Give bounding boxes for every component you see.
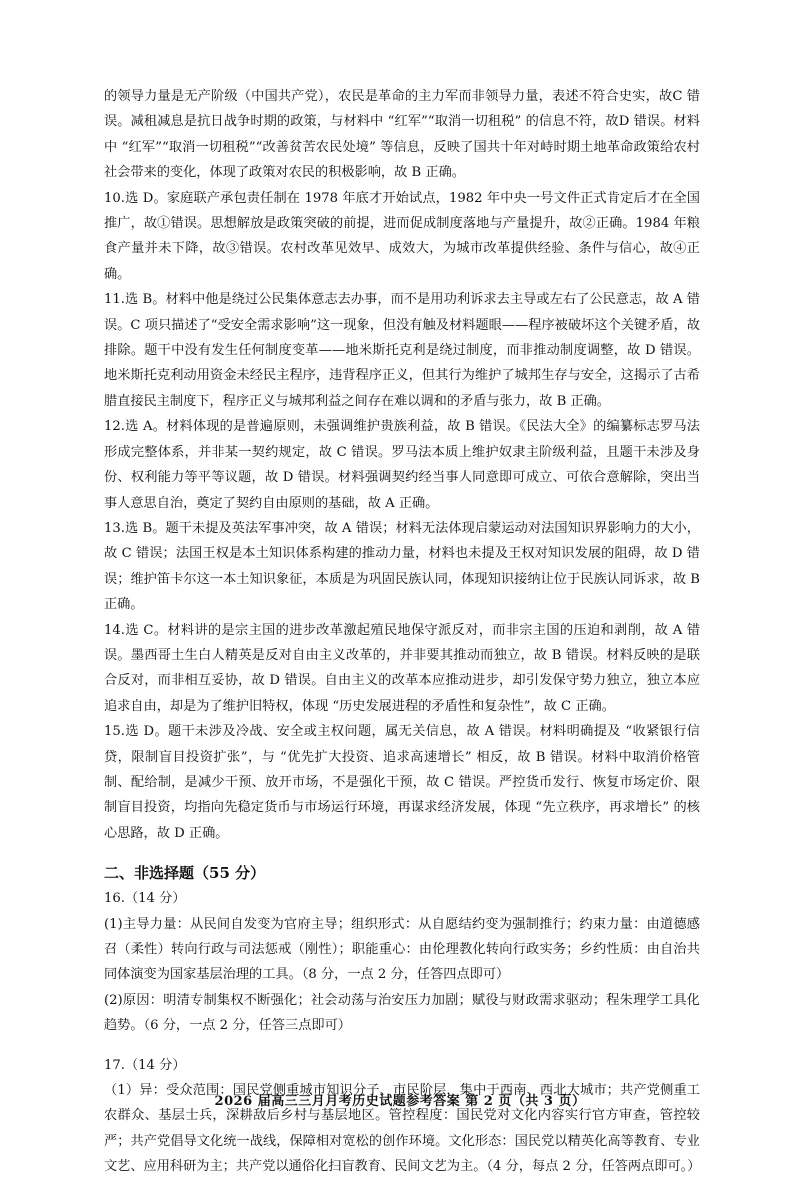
section-heading: 二、非选择题（55 分） bbox=[104, 864, 266, 883]
question-17-part-1: （1）异：受众范围：国民党侧重城市知识分子、市民阶层，集中于西南、西北大城市；共产党侧重工农群众、基层士兵，深耕敌后乡村与基层地区。管控程度：国民党对文化内容实行官方审查，管控较严；共产党倡导文化统一战线，保障相对宽松的创作环境。文化形态：国民党以精英化高等教育、专业文艺、应用科研为主；共产党以通俗化扫盲教育、民间文艺为主。（4 分，每点 2 分，任答两点即可。） bbox=[104, 1083, 701, 1175]
spacer bbox=[104, 1039, 700, 1053]
question-16-label: 16.（14 分） bbox=[104, 891, 186, 907]
answer-14: 14.选 C。材料讲的是宗主国的进步改革激起殖民地保守派反对，而非宗主国的压迫和剥削，故 A 错误。墨西哥土生白人精英是反对自由主义改革的，并非要其推动而独立，故 B 错误。材料反映的是联合反对，而非相互妥协，故 D 错误。自由主义的改革本应推动进步，却引发保守势力独立，独立本应追求自由，却是为了维护旧特权，体现 “历史发展进程的矛盾性和复杂性”，故 C 正确。 bbox=[104, 622, 700, 714]
answer-13: 13.选 B。题干未提及英法军事冲突，故 A 错误；材料无法体现启蒙运动对法国知识界影响力的大小，故 C 错误；法国王权是本土知识体系构建的推动力量，材料也未提及王权对知识发展的阻碍，故 D 错误；维护笛卡尔这一本土知识象征，本质是为巩固民族认同，体现知识接纳让位于民族认同诉求，故 B 正确。 bbox=[104, 520, 700, 613]
page-footer: 2026 届高三三月月考历史试题参考答案 第 2 页（共 3 页） bbox=[214, 1094, 586, 1109]
answer-11: 11.选 B。材料中他是绕过公民集体意志去办事，而不是用功利诉求去主导或左右了公民意志，故 A 错误。C 项只描述了“受安全需求影响”这一现象，但没有触及材料题眼——程序被破坏这个关键矛盾，故排除。题干中没有发生任何制度变革——地米斯托克利是绕过制度，而非推动制度调整，故 D 错误。地米斯托克利动用资金未经民主程序，违背程序正义，但其行为维护了城邦生存与安全，这揭示了古希腊直接民主制度下，程序正义与城邦利益之间存在难以调和的矛盾与张力，故 B 正确。 bbox=[104, 292, 700, 409]
question-16-part-2: (2)原因：明清专制集权不断强化；社会动荡与治安压力加剧；赋役与财政需求驱动；程朱理学工具化趋势。（6 分，一点 2 分，任答三点即可） bbox=[104, 992, 700, 1034]
answer-10: 10.选 D。家庭联产承包责任制在 1978 年底才开始试点，1982 年中央一号文件正式肯定后才在全国推广，故①错误。思想解放是政策突破的前提，进而促成制度落地与产量提升，故②正确。1984 年粮食产量并未下降，故③错误。农村改革见效早、成效大，为城市改革提供经验、条件与信心，故④正确。 bbox=[104, 190, 700, 282]
question-16-part-1: (1)主导力量：从民间自发变为官府主导；组织形式：从自愿结约变为强制推行；约束力量：由道德感召（柔性）转向行政与司法惩戒（刚性）；职能重心：由伦理教化转向行政实务；乡约性质：由自治共同体演变为国家基层治理的工具。（8 分，一点 2 分，任答四点即可） bbox=[104, 916, 700, 983]
answer-content bbox=[104, 84, 700, 1180]
question-17-label: 17.（14 分） bbox=[104, 1057, 186, 1073]
answer-12: 12.选 A。材料体现的是普遍原则，未强调维护贵族利益，故 B 错误。《民法大全》的编纂标志罗马法形成完整体系，并非某一契约规定，故 C 错误。罗马法本质上维护奴隶主阶级利益，且题干未涉及身份、权利能力等平等议题，故 D 错误。材料强调契约经当事人同意即可成立、可依合意解除，突出当事人意思自治，奠定了契约自由原则的基础，故 A 正确。 bbox=[104, 419, 700, 511]
paragraph-9-continued: 的领导力量是无产阶级（中国共产党），农民是革命的主力军而非领导力量，表述不符合史实，故C 错误。减租减息是抗日战争时期的政策，与材料中 “红军”“取消一切租税” 的信息不符，故D 错误。材料中 “红军”“取消一切租税”“改善贫苦农民处境” 等信息，反映了国共十年对峙时期土地革命政策给农村社会带来的变化，体现了政策对农民的积极影响，故 B 正确。 bbox=[104, 89, 700, 181]
answer-15: 15.选 D。题干未涉及冷战、安全或主权问题，属无关信息，故 A 错误。材料明确提及 “收紧银行信贷，限制盲目投资扩张”，与 “优先扩大投资、追求高速增长” 相反，故 B 错误。材料中取消价格管制、配给制，是减少干预、放开市场，不是强化干预，故 C 错误。严控货币发行、恢复市场定价、限制盲目投资，均指向先稳定货币与市场运行环境，再谋求经济发展，体现 “先立秩序，再求增长” 的核心思路，故 D 正确。 bbox=[104, 724, 700, 841]
